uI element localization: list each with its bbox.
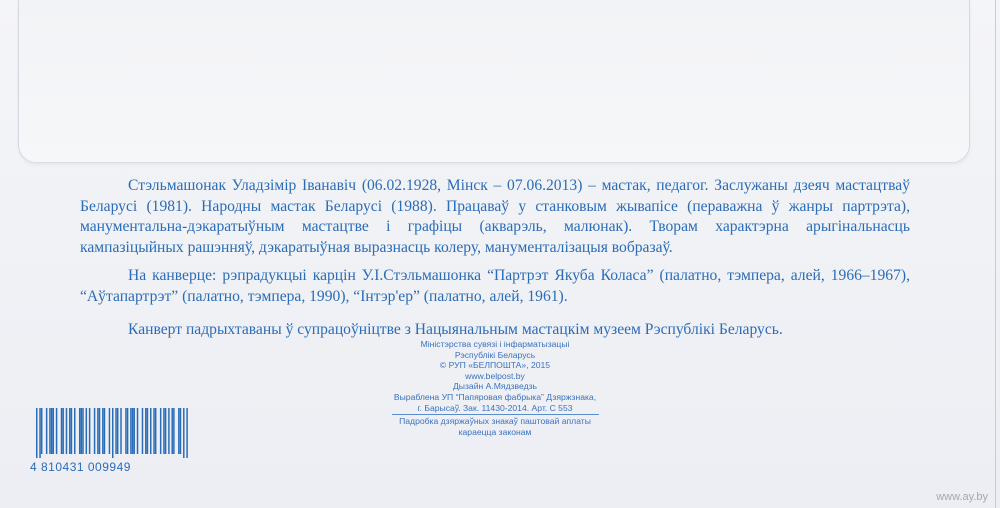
barcode-bar [117,408,118,454]
barcode-bar [130,408,131,454]
barcode-bar [127,408,128,454]
barcode-bar [147,408,148,454]
barcode-bar [155,408,156,454]
barcode-bar [115,408,116,454]
barcode-bar [62,408,63,454]
barcode-bar [109,408,110,454]
barcode-bar [180,408,181,454]
barcode-bar [39,408,40,458]
barcode-bar [165,408,166,454]
barcode-bar [53,408,54,454]
barcode-bar [163,408,164,454]
barcode-bar [56,408,57,454]
barcode-bar [79,408,80,454]
barcode-bar [61,408,62,454]
barcode-bar [69,408,70,454]
barcode-bar [94,408,95,454]
barcode-bar [66,408,67,454]
imprint-line: Міністэрства сувязі і інфарматызацыі [420,339,570,349]
barcode-bar [82,408,83,454]
envelope-flap [18,0,970,163]
barcode-bar [112,408,113,458]
artist-biography: Стэльмашонак Уладзімір Іванавіч (06.02.1928, Мінск – 07.06.2013) – мастак, педагог. Заслужаны дзеяч мастацтваў Беларусі (1981). Народны мастак Беларусі (1988). Працаваў у станковым жывапісе (пераважна ў жанры партрэта), манументальна-дэкаратыўным мастацтве і графіцы (акварэль, малюнак). Творам характэрна арыгінальнасць кампазіцыйных рашэнняў, дэкаратыўная выразнасць колеру, манументалізацыя вобразаў. [80,177,910,256]
cooperation-note: Канверт падрыхтаваны ў супрацоўніцтве з Нацыянальным мастацкім музеем Рэспублікі Беларусь. [128,321,783,338]
barcode-bar [104,408,105,454]
barcode-bar [153,408,154,454]
barcode-bar [183,408,184,458]
barcode-bar [168,408,169,454]
barcode-bar [74,408,75,454]
notice-line: Падробка дзяржаўных знакаў паштовай аплаты [399,416,591,426]
imprint-divider [392,414,599,415]
reproductions-info: На канверце: рэпрадукцыі карцін У.І.Стэльмашонка “Партрэт Якуба Коласа” (палатно, тэмпера, алей, 1966–1967), “Аўтапартрэт” (палатно, тэмпера, 1990), “Інтэр'ер” (палатно, алей, 1961). [80,267,910,305]
barcode-number: 4 810431 009949 [30,460,131,474]
barcode-bar [86,408,87,454]
barcode-bar [46,408,47,454]
barcode-bar [71,408,72,454]
barcode-bar [125,408,126,454]
barcode-bar [142,408,143,454]
barcode-bar [186,408,187,458]
barcode-bar [178,408,179,454]
barcode-bar [173,408,174,454]
barcode-bar [145,408,146,454]
barcode-bar [97,408,98,454]
barcode-bar [81,408,82,454]
watermark: www.ay.by [936,491,988,503]
barcode-bar [150,408,151,454]
imprint-line: www.belpost.by [465,370,525,381]
barcode-bar [133,408,134,454]
barcode-bar [41,408,42,454]
barcode-bar [51,408,52,454]
barcode-bar [171,408,172,454]
barcode-bar [49,408,50,454]
barcode-bar [137,408,138,454]
barcode-bar [36,408,37,458]
imprint-line: Дызайн А.Мядзведзь [452,381,538,392]
envelope-edge [995,0,996,508]
barcode-bar [132,408,133,454]
imprint-line: Рэспублікі Беларусь [454,349,536,360]
publisher-imprint [360,339,630,413]
forgery-notice [360,416,630,437]
imprint-line: г. Барысаў. Зак. 11430-2014. Арт. С 553 [417,402,573,413]
barcode-bar [120,408,121,454]
imprint-line: Выраблена УП “Папяровая фабрыка” Дзяржзнака, [393,391,597,402]
barcode-bar [102,408,103,454]
notice-line: караецца законам [458,426,532,437]
imprint-line: © РУП «БЕЛПОШТА», 2015 [439,360,551,371]
barcode-bar [89,408,90,454]
barcode-bar [160,408,161,454]
barcode-bar [99,408,100,454]
barcode-icon [36,408,188,458]
